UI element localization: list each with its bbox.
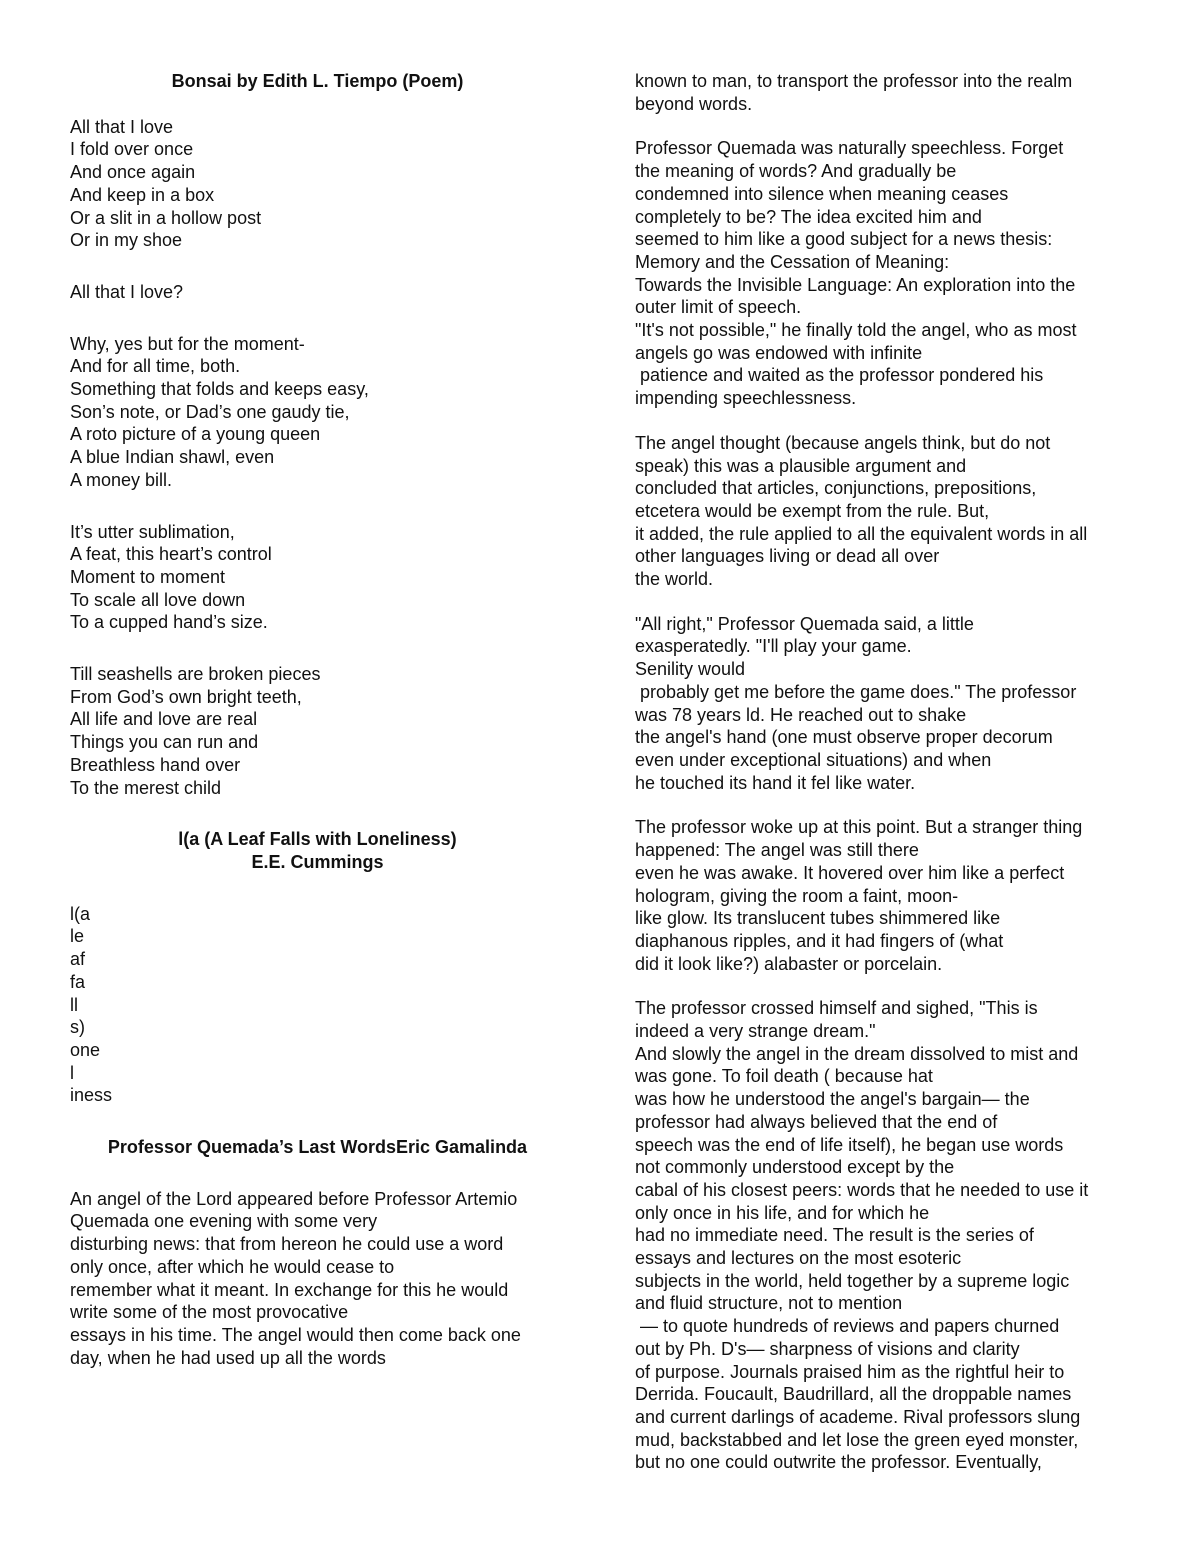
text-line: speak) this was a plausible argument and xyxy=(635,455,967,476)
text-line: professor had always believed that the end of xyxy=(635,1111,998,1132)
text-line: condemned into silence when meaning ceases xyxy=(635,183,1009,204)
text-line: diaphanous ripples, and it had fingers of (what xyxy=(635,930,1004,951)
quemada-title: Professor Quemada’s Last WordsEric Gamalinda xyxy=(107,1137,528,1158)
text-line: known to man, to transport the professor into the realm xyxy=(635,71,1073,91)
text-line: Derrida. Foucault, Baudrillard, all the droppable names xyxy=(635,1384,1072,1405)
text-line: hologram, giving the room a faint, moon- xyxy=(635,885,959,906)
text-line: And slowly the angel in the dream dissolved to mist and xyxy=(635,1043,1079,1064)
leaf-poem xyxy=(70,903,565,1107)
text-line: was gone. To foil death ( because hat xyxy=(635,1066,933,1087)
poem-line: Why, yes but for the moment- xyxy=(70,333,305,354)
poem-line: To the merest child xyxy=(70,777,222,798)
text-line: happened: The angel was still there xyxy=(635,840,919,861)
text-line: Quemada one evening with some very xyxy=(70,1211,378,1232)
text-line: subjects in the world, held together by a supreme logic xyxy=(635,1270,1070,1291)
text-line: mud, backstabbed and let lose the green eyed monster, xyxy=(635,1429,1079,1450)
text-line: exasperatedly. "I'll play your game. xyxy=(635,636,912,657)
poem-line: Son’s note, or Dad’s one gaudy tie, xyxy=(70,401,350,422)
text-line: other languages living or dead all over xyxy=(635,546,940,567)
poem-line: iness xyxy=(70,1085,113,1106)
text-line: Senility would xyxy=(635,659,746,680)
text-line: Memory and the Cessation of Meaning: xyxy=(635,251,950,272)
poem-line: To a cupped hand’s size. xyxy=(70,612,268,633)
text-line: of purpose. Journals praised him as the rightful heir to xyxy=(635,1361,1065,1382)
text-line: out by Ph. D's— sharpness of visions and clarity xyxy=(635,1338,1020,1359)
text-line: Towards the Invisible Language: An exploration into the xyxy=(635,274,1076,295)
text-line: even he was awake. It hovered over him like a perfect xyxy=(635,862,1065,883)
poem-line: And once again xyxy=(70,162,196,183)
text-line: Professor Quemada was naturally speechless. Forget xyxy=(635,138,1064,159)
poem-line: From God’s own bright teeth, xyxy=(70,686,302,707)
text-line: day, when he had used up all the words xyxy=(70,1347,386,1368)
leaf-poem-title: l(a (A Leaf Falls with Loneliness) xyxy=(178,829,457,850)
text-line: disturbing news: that from hereon he could use a word xyxy=(70,1234,504,1255)
text-line: The angel thought (because angels think, but do not xyxy=(635,432,1051,453)
poem-line: Till seashells are broken pieces xyxy=(70,664,321,685)
text-line: like glow. Its translucent tubes shimmered like xyxy=(635,908,1001,929)
poem-line: one xyxy=(70,1039,101,1060)
text-line: speech was the end of life itself), he began use words xyxy=(635,1134,1064,1155)
text-line: remember what it meant. In exchange for this he would xyxy=(70,1279,509,1300)
text-line: did it look like?) alabaster or porcelain. xyxy=(635,953,943,974)
text-line: "All right," Professor Quemada said, a little xyxy=(635,613,974,634)
poem-line: And for all time, both. xyxy=(70,356,241,377)
bonsai-poem xyxy=(70,116,565,800)
poem-line: I fold over once xyxy=(70,139,194,160)
poem-line: A feat, this heart’s control xyxy=(70,544,272,565)
poem-line: All that I love? xyxy=(70,281,184,302)
text-line: "It's not possible," he finally told the angel, who as most xyxy=(635,320,1077,341)
text-line: angels go was endowed with infinite xyxy=(635,342,923,363)
poem-line: All that I love xyxy=(70,116,174,137)
text-line: essays in his time. The angel would then come back one xyxy=(70,1324,521,1345)
poem-line: af xyxy=(70,949,86,970)
text-line: not commonly understood except by the xyxy=(635,1157,955,1178)
poem-line: Or a slit in a hollow post xyxy=(70,207,262,228)
text-line: was how he understood the angel's bargain— the xyxy=(635,1089,1030,1110)
quemada-paragraphs-right xyxy=(635,70,1140,1474)
text-line: had no immediate need. The result is the series of xyxy=(635,1225,1034,1246)
text-line: etcetera would be exempt from the rule. But, xyxy=(635,500,990,521)
text-line: cabal of his closest peers: words that he needed to use it xyxy=(635,1179,1089,1200)
poem-line: A roto picture of a young queen xyxy=(70,424,321,445)
poem-line: A money bill. xyxy=(70,469,173,490)
text-line: it added, the rule applied to all the equivalent words in all xyxy=(635,523,1088,544)
left-column xyxy=(70,70,565,1369)
text-line: was 78 years ld. He reached out to shake xyxy=(635,704,967,725)
text-line: outer limit of speech. xyxy=(635,297,802,318)
poem-line: ll xyxy=(70,994,78,1015)
text-line: essays and lectures on the most esoteric xyxy=(635,1248,962,1269)
text-line: The professor woke up at this point. But a stranger thing xyxy=(635,817,1083,838)
text-line: and fluid structure, not to mention xyxy=(635,1293,903,1314)
poem-line: A blue Indian shawl, even xyxy=(70,447,275,468)
poem-line: Or in my shoe xyxy=(70,230,183,251)
text-line: The professor crossed himself and sighed, "This is xyxy=(635,998,1038,1019)
poem-line: Breathless hand over xyxy=(70,754,241,775)
poem-line: It’s utter sublimation, xyxy=(70,521,235,542)
text-line: but no one could outwrite the professor. Eventually, xyxy=(635,1452,1042,1473)
poem-line: fa xyxy=(70,971,86,992)
poem-line: To scale all love down xyxy=(70,589,246,610)
poem-line: Things you can run and xyxy=(70,732,259,753)
text-line: only once, after which he would cease to xyxy=(70,1256,395,1277)
quemada-paragraph-left xyxy=(70,1188,565,1370)
text-line: the world. xyxy=(635,569,714,590)
text-line: and current darlings of academe. Rival professors slung xyxy=(635,1406,1081,1427)
right-column xyxy=(635,70,1140,1474)
text-line: indeed a very strange dream." xyxy=(635,1021,876,1042)
leaf-poem-author: E.E. Cummings xyxy=(251,851,384,872)
text-line: he touched its hand it fel like water. xyxy=(635,772,916,793)
text-line: — to quote hundreds of reviews and papers churned xyxy=(635,1316,1060,1337)
text-line: seemed to him like a good subject for a news thesis: xyxy=(635,229,1053,250)
text-line: probably get me before the game does." The professor xyxy=(635,681,1077,702)
text-line: concluded that articles, conjunctions, prepositions, xyxy=(635,478,1037,499)
poem-line: And keep in a box xyxy=(70,184,215,205)
text-line: only once in his life, and for which he xyxy=(635,1202,930,1223)
text-line: patience and waited as the professor pondered his xyxy=(635,365,1044,386)
poem-line: le xyxy=(70,926,85,947)
text-line: write some of the most provocative xyxy=(70,1302,349,1323)
poem-line: Moment to moment xyxy=(70,566,226,587)
text-line: the meaning of words? And gradually be xyxy=(635,161,957,182)
text-line: An angel of the Lord appeared before Professor Artemio xyxy=(70,1188,518,1209)
bonsai-title: Bonsai by Edith L. Tiempo (Poem) xyxy=(171,71,464,91)
text-line: completely to be? The idea excited him and xyxy=(635,206,982,227)
poem-line: l xyxy=(70,1062,74,1083)
poem-line: Something that folds and keeps easy, xyxy=(70,379,369,400)
poem-line: l(a xyxy=(70,903,91,924)
text-line: the angel's hand (one must observe proper decorum xyxy=(635,727,1053,748)
text-line: beyond words. xyxy=(635,93,753,114)
poem-line: All life and love are real xyxy=(70,709,258,730)
text-line: even under exceptional situations) and when xyxy=(635,749,992,770)
text-line: impending speechlessness. xyxy=(635,388,857,409)
poem-line: s) xyxy=(70,1017,85,1038)
